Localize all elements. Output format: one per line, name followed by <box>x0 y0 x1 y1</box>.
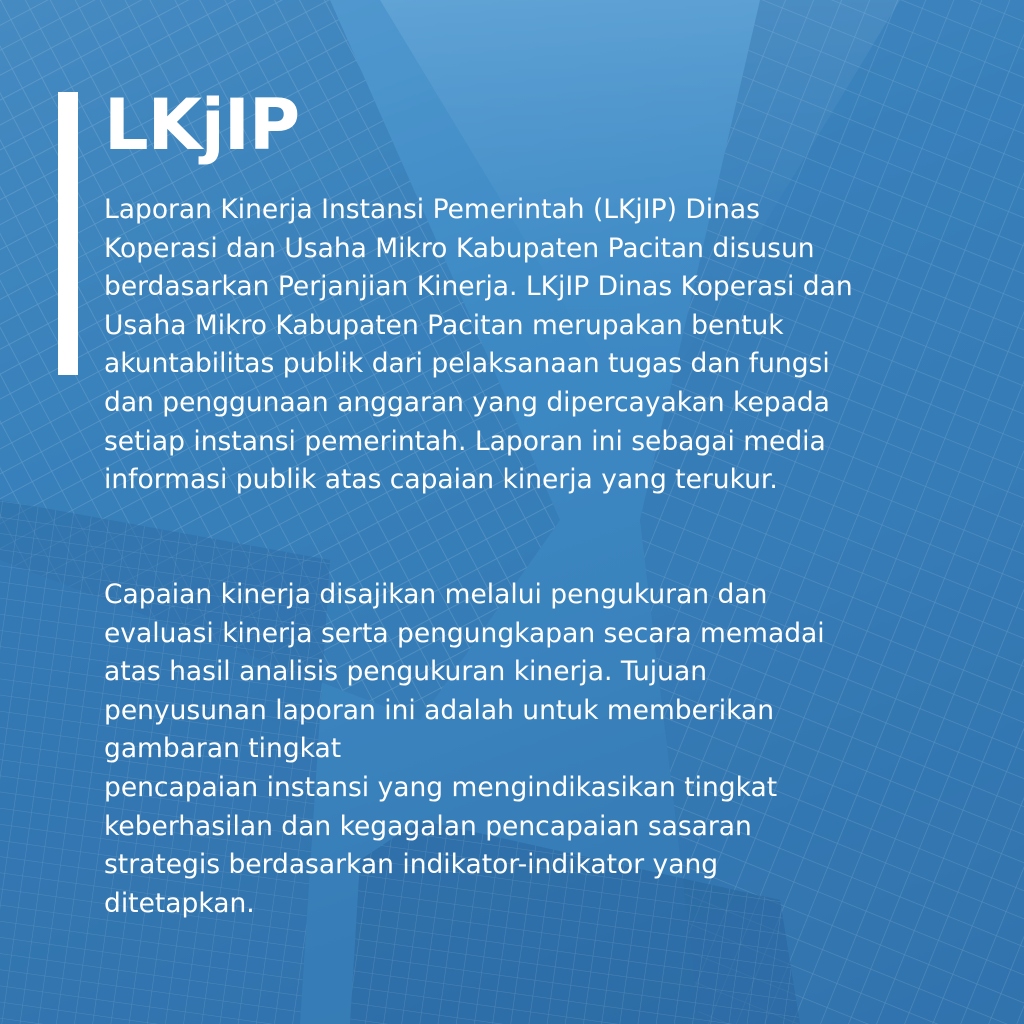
accent-bar <box>58 92 78 375</box>
page-title: LKjIP <box>104 84 300 166</box>
intro-paragraph: Laporan Kinerja Instansi Pemerintah (LKjIP) Dinas Koperasi dan Usaha Mikro Kabupaten Pacitan disusun berdasarkan Perjanjian Kinerja. LKjIP Dinas Koperasi dan Usaha Mikro Kabupaten Pacitan merupakan bentuk akuntabilitas publik dari pelaksanaan tugas dan fungsi dan penggunaan anggaran yang dipercayakan kepada setiap instansi pemerintah. Laporan ini sebagai media informasi publik atas capaian kinerja yang terukur. <box>104 194 853 496</box>
purpose-paragraph: Capaian kinerja disajikan melalui pengukuran dan evaluasi kinerja serta pengungkapan secara memadai atas hasil analisis pengukuran kinerja. Tujuan penyusunan laporan ini adalah untuk memberikan gambaran tingkat pencapaian instansi yang mengindikasikan tingkat keberhasilan dan kegagalan pencapaian sasaran strategis berdasarkan indikator-indikator yang ditetapkan. <box>104 579 825 919</box>
